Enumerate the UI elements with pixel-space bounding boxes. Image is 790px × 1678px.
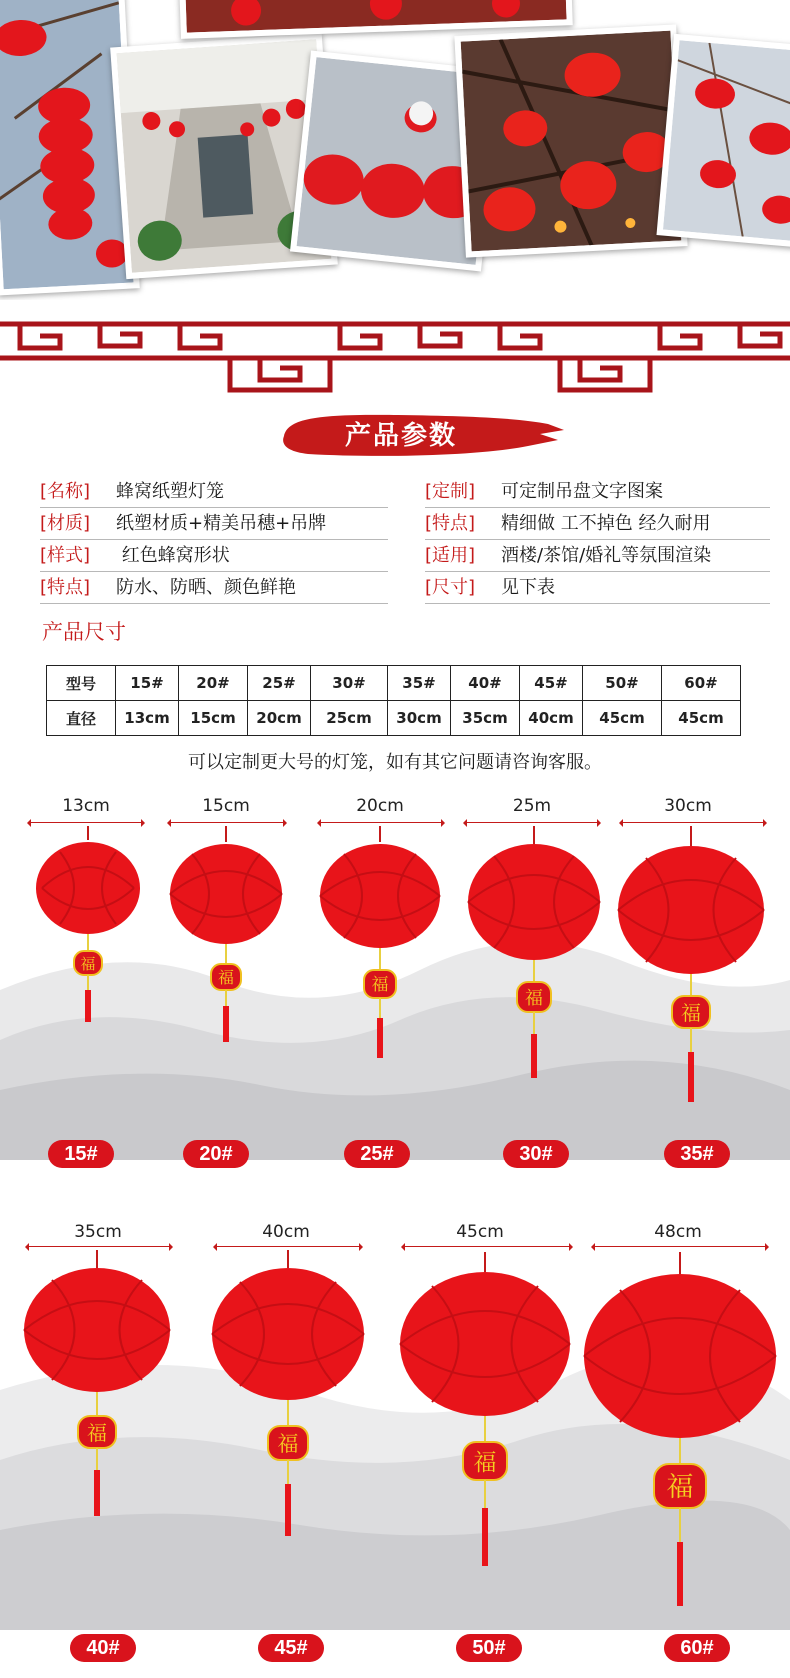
fu-character: 福 <box>80 955 96 973</box>
lantern-20-image <box>166 826 286 1046</box>
size-section-title: 产品尺寸 <box>42 620 126 644</box>
param-row-size <box>425 573 770 604</box>
param-label: [尺寸] <box>425 577 476 598</box>
lantern-dimension-label: 35cm <box>74 1222 122 1242</box>
lantern-dimension-label: 15cm <box>202 796 250 816</box>
param-value: 精细做 工不掉色 经久耐用 <box>501 513 711 534</box>
custom-size-note: 可以定制更大号的灯笼，如有其它问题请咨询客服。 <box>188 752 602 773</box>
table-cell: 60# <box>662 666 741 701</box>
table-cell: 40cm <box>520 701 583 736</box>
table-cell: 20cm <box>248 701 311 736</box>
param-label: [名称] <box>40 481 91 502</box>
table-cell: 45# <box>520 666 583 701</box>
photo-lanterns-night <box>454 24 687 257</box>
dimension-arrow <box>26 1246 172 1247</box>
fu-character: 福 <box>681 1001 701 1025</box>
lantern-dimension-label: 45cm <box>456 1222 504 1242</box>
lantern-45-image <box>210 1250 366 1540</box>
param-row-name <box>40 477 388 508</box>
table-cell: 45cm <box>583 701 662 736</box>
param-value: 可定制吊盘文字图案 <box>501 481 663 502</box>
param-value: 红色蜂窝形状 <box>116 545 230 566</box>
table-cell: 20# <box>179 666 248 701</box>
param-label: [特点] <box>40 577 91 598</box>
dimension-arrow <box>402 1246 572 1247</box>
param-label: [定制] <box>425 481 476 502</box>
table-cell: 13cm <box>116 701 179 736</box>
param-row-style <box>40 541 388 572</box>
lantern-15-image <box>30 826 146 1026</box>
param-value: 见下表 <box>501 577 555 598</box>
param-label: [材质] <box>40 513 91 534</box>
table-cell: 25# <box>248 666 311 701</box>
param-value: 酒楼/茶馆/婚礼等氛围渲染 <box>501 545 712 566</box>
fu-character: 福 <box>371 975 389 995</box>
dimension-arrow <box>318 822 444 823</box>
table-cell: 15cm <box>179 701 248 736</box>
dimension-arrow <box>214 1246 362 1247</box>
param-label: [适用] <box>425 545 476 566</box>
table-cell: 50# <box>583 666 662 701</box>
size-table <box>46 665 741 736</box>
param-row-quality <box>425 509 770 540</box>
model-badge-30: 30# <box>503 1140 569 1168</box>
param-row-material <box>40 509 388 540</box>
model-badge-35: 35# <box>664 1140 730 1168</box>
table-cell: 35# <box>388 666 451 701</box>
fu-character: 福 <box>217 968 235 987</box>
table-cell: 15# <box>116 666 179 701</box>
fu-character: 福 <box>87 1421 107 1445</box>
model-badge-15: 15# <box>48 1140 114 1168</box>
fu-character: 福 <box>277 1432 299 1456</box>
param-label: [特点] <box>425 513 476 534</box>
lantern-dimension-label: 25m <box>512 796 552 816</box>
dimension-arrow <box>168 822 286 823</box>
lantern-dimension-label: 48cm <box>654 1222 702 1242</box>
dimension-arrow <box>464 822 600 823</box>
table-cell: 30cm <box>388 701 451 736</box>
model-badge-40: 40# <box>70 1634 136 1662</box>
param-label: [样式] <box>40 545 91 566</box>
lantern-dimension-label: 13cm <box>62 796 110 816</box>
param-row-custom <box>425 477 770 508</box>
photo-collage <box>0 0 790 300</box>
param-value: 蜂窝纸塑灯笼 <box>116 481 224 502</box>
model-badge-25: 25# <box>344 1140 410 1168</box>
lantern-dimension-label: 30cm <box>664 796 712 816</box>
param-row-feature <box>40 573 388 604</box>
table-header-cell: 型号 <box>47 666 116 701</box>
photo-lanterns-tree-right <box>656 34 790 248</box>
lantern-40-image <box>22 1250 172 1520</box>
lantern-30-image <box>466 826 602 1082</box>
table-row <box>47 666 741 701</box>
lantern-35-image <box>616 826 766 1106</box>
param-value: 纸塑材质+精美吊穗+吊牌 <box>116 513 327 534</box>
table-cell: 40# <box>451 666 520 701</box>
table-cell: 45cm <box>662 701 741 736</box>
lantern-60-image <box>582 1252 778 1612</box>
chinese-lattice-border <box>0 318 790 398</box>
fu-character: 福 <box>525 988 543 1009</box>
table-row <box>47 701 741 736</box>
lantern-dimension-label: 20cm <box>356 796 404 816</box>
dimension-arrow <box>28 822 144 823</box>
param-row-usage <box>425 541 770 572</box>
table-header-cell: 直径 <box>47 701 116 736</box>
section-title: 产品参数 <box>344 421 457 451</box>
fu-character: 福 <box>473 1450 497 1476</box>
model-badge-20: 20# <box>183 1140 249 1168</box>
param-value: 防水、防晒、颜色鲜艳 <box>116 577 296 598</box>
fu-character: 福 <box>666 1472 694 1503</box>
model-badge-50: 50# <box>456 1634 522 1662</box>
dimension-arrow <box>620 822 766 823</box>
model-badge-45: 45# <box>258 1634 324 1662</box>
lantern-50-image <box>398 1252 572 1572</box>
lantern-25-image <box>318 826 442 1062</box>
lantern-dimension-label: 40cm <box>262 1222 310 1242</box>
table-cell: 25cm <box>311 701 388 736</box>
dimension-arrow <box>592 1246 768 1247</box>
table-cell: 35cm <box>451 701 520 736</box>
model-badge-60: 60# <box>664 1634 730 1662</box>
table-cell: 30# <box>311 666 388 701</box>
